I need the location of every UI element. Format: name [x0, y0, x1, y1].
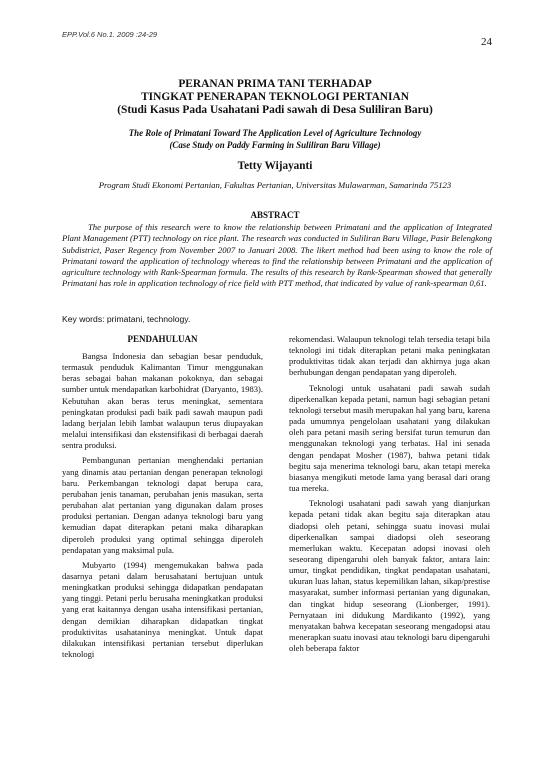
english-title-line-2: (Case Study on Paddy Farming in Suliliran Baru Village) [169, 140, 381, 150]
body-paragraph: Pembangunan pertanian menghendaki pertanian yang dinamis atau pertanian dengan penerapan teknologi baru. Perkembangan teknologi dapat berupa cara, perubahan jenis tanaman, perubahan jenis masukan, serta perubahan alat pertanian yang digunakan dalam proses produksi pertanian. Dengan adanya teknologi baru yang kemudian dapat diterapkan petani maka diharapkan diperoleh produksi yang optimal sehingga diperoleh pendapatan yang maksimal pula. [62, 455, 263, 555]
english-title-line-1: The Role of Primatani Toward The Application Level of Agriculture Technology [128, 128, 422, 138]
abstract-text: The purpose of this research were to know the relationship between Primatani and the application of Integrated Plant Management (PTT) technology on rice plant. The research was conducted in Suliliran Baru Village, Pasir Belengkong Subdistrict, Paser Regency from November 2007 to Januari 2008. The likert method had been using to know the role of Primatani toward the application of technology whereas to find the relationship between Primatani and the application of agriculture technology with Rank-Spearman formula. The results of this research by Rank-Spearman showed that generally Primatani has role in application technology of rice field with PTT method, that indicated by value of rank-spearman 0,61. [62, 222, 492, 289]
body-paragraph: rekomendasi. Walaupun teknologi telah tersedia tetapi bila teknologi ini tidak diterapkan petani maka peningkatan produktivitas tidak akan terjadi dan akhirnya juga akan berhubungan dengan pendapatan yang diperoleh. [289, 334, 490, 378]
title-line-2: TINGKAT PENERAPAN TEKNOLOGI PERTANIAN [141, 91, 409, 103]
journal-header: EPP.Vol.6 No.1. 2009 :24-29 [62, 30, 158, 39]
right-column [289, 334, 490, 658]
section-heading-pendahuluan: PENDAHULUAN [127, 334, 198, 344]
author-name: Tetty Wijayanti [237, 160, 313, 172]
title-line-1: PERANAN PRIMA TANI TERHADAP [178, 78, 372, 90]
left-column [62, 334, 263, 664]
author-affiliation: Program Studi Ekonomi Pertanian, Fakultas Pertanian, Universitas Mulawarman, Samarinda 75123 [98, 180, 452, 190]
abstract-heading: ABSTRACT [250, 210, 300, 220]
title-line-3: (Studi Kasus Pada Usahatani Padi sawah di Desa Suliliran Baru) [117, 104, 433, 116]
body-paragraph: Teknologi untuk usahatani padi sawah sudah diperkenalkan kepada petani, namun bagi sebagian petani teknologi tersebut masih merupakan hal yang baru, karena pada umumnya pengelolaan usahatani yang dilakukan oleh para petani masih sering bersifat turun temurun dan menggunakan teknologi yang terbatas. Hal ini senada dengan pendapat Mosher (1987), bahwa petani tidak begitu saja menerima teknologi baru, akan tetapi mereka biasanya mengikuti metode lama yang berasal dari orang tua mereka. [289, 382, 490, 494]
page-number: 24 [481, 36, 492, 48]
body-paragraph: Teknologi usahatani padi sawah yang dianjurkan kepada petani tidak akan begitu saja diterapkan atau diadopsi oleh petani, sehingga suatu inovasi mulai diperkenalkan sampai diadopsi oleh seseorang memerlukan waktu. Kecepatan adopsi inovasi oleh seseorang dipengaruhi oleh banyak faktor, antara lain: umur, tingkat pendidikan, tingkat pendapatan usahatani, ukuran luas lahan, status kepemilikan lahan, sikap/prestise masyarakat, sumber informasi pertanian yang digunakan, dan tingkat hidup seseorang (Lionberger, 1991). Pernyataan ini didukung Mardikanto (1992), yang menyatakan bahwa kecepatan seseorang mengadopsi atau menerapkan suatu inovasi atau teknologi baru dipengaruhi oleh beberapa faktor [289, 498, 490, 654]
body-paragraph: Bangsa Indonesia dan sebagian besar penduduk, termasuk penduduk Kalimantan Timur menggunakan beras sebagai bahan makanan pokoknya, dan sebagai sumber untuk mendapatkan karbohidrat (Daryanto, 1983). Kebutuhan akan beras terus meningkat, sementara peningkatan produksi padi baik padi sawah maupun padi ladang berjalan lebih lambat walaupun terus diupayakan melalui intensifikasi dan ekstensifikasi di berbagai daerah sentra produksi. [62, 351, 263, 451]
keywords: Key words: primatani, technology. [62, 314, 191, 324]
body-paragraph: Mubyarto (1994) mengemukakan bahwa pada dasarnya petani dalam berusahatani bertujuan untuk meningkatkan produksi sehingga didapatkan pendapatan yang tinggi. Petani perlu berusaha meningkatkan produksi yang erat kaitannya dengan usaha intensifikasi pertanian, dengan demikian diharapkan didapatkan tingkat produktivitas usahataninya meningkat. Untuk dapat dilakukan intensifikasi pertanian tersebut diperlukan teknologi [62, 559, 263, 660]
